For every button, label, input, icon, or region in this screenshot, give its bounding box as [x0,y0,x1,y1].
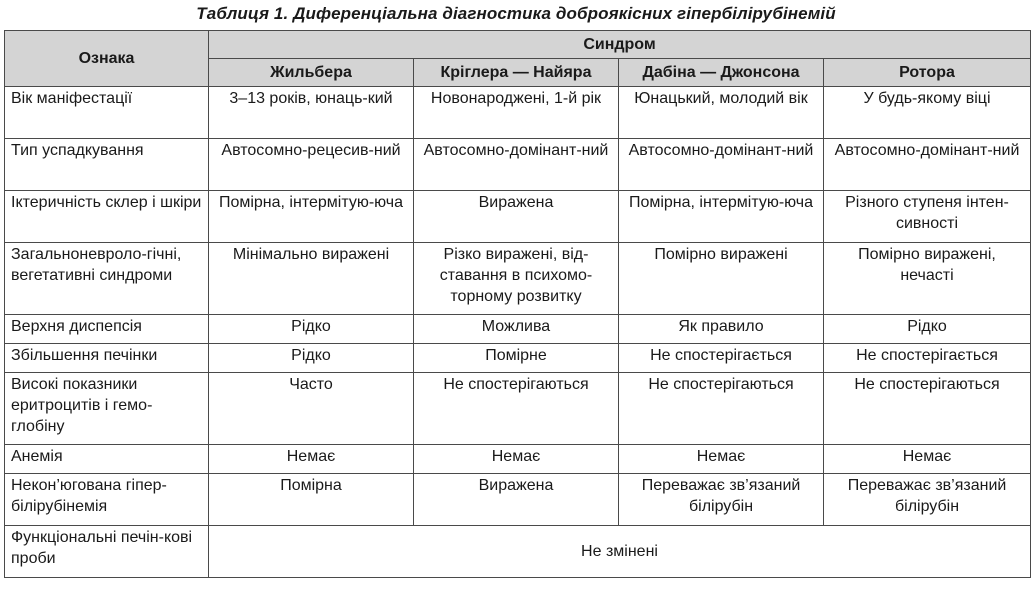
row-cell: Різного ступеня інтен-сивності [824,191,1031,243]
header-col-gilbert: Жильбера [209,59,414,87]
header-syndrome: Синдром [209,31,1031,59]
row-cell: Можлива [414,315,619,344]
row-cell: Немає [824,445,1031,474]
row-cell: Не спостерігається [619,344,824,373]
row-cell: Немає [619,445,824,474]
table-row [5,243,1031,315]
row-feature: Верхня диспепсія [5,315,209,344]
row-cell: Не спостерігаються [824,373,1031,445]
table-row [5,344,1031,373]
table-row [5,445,1031,474]
table-caption: Таблиця 1. Диференціальна діагностика доброякісних гіпербілірубінемій [196,4,836,23]
header-col-rotor: Ротора [824,59,1031,87]
row-feature: Іктеричність склер і шкіри [5,191,209,243]
row-feature: Загальноневроло-гічні, вегетативні синдроми [5,243,209,315]
row-cell: Новонароджені, 1-й рік [414,87,619,139]
row-cell: Помірна, інтермітую-юча [619,191,824,243]
row-cell: Рідко [824,315,1031,344]
row-cell: Різко виражені, від-ставання в психомо-торному розвитку [414,243,619,315]
table-row [5,315,1031,344]
header-sign: Ознака [5,31,209,87]
row-cell: Автосомно-домінант-ний [619,139,824,191]
row-feature: Збільшення печінки [5,344,209,373]
row-feature: Функціональні печін-кові проби [5,526,209,578]
row-cell: Часто [209,373,414,445]
row-cell: Помірно виражені [619,243,824,315]
table-row [5,191,1031,243]
row-cell: Переважає зв’язаний білірубін [619,474,824,526]
row-feature: Некон’югована гіпер-білірубінемія [5,474,209,526]
row-feature: Тип успадкування [5,139,209,191]
row-cell: Мінімально виражені [209,243,414,315]
row-cell: Помірне [414,344,619,373]
row-cell: Автосомно-рецесив-ний [209,139,414,191]
row-cell: Не спостерігається [824,344,1031,373]
row-cell-merged: Не змінені [209,526,1031,578]
diagnosis-table [4,30,1031,578]
table-row [5,526,1031,578]
header-col-dubin-johnson: Дабіна — Джонсона [619,59,824,87]
row-cell: 3–13 років, юнаць-кий [209,87,414,139]
row-cell: Як правило [619,315,824,344]
table-row [5,373,1031,445]
row-cell: У будь-якому віці [824,87,1031,139]
row-cell: Виражена [414,191,619,243]
row-feature: Вік маніфестації [5,87,209,139]
header-col-crigler-najjar: Кріглера — Найяра [414,59,619,87]
row-feature: Високі показники еритроцитів і гемо-глобіну [5,373,209,445]
row-cell: Не спостерігаються [619,373,824,445]
row-cell: Виражена [414,474,619,526]
table-row [5,474,1031,526]
row-cell: Немає [209,445,414,474]
row-cell: Помірно виражені, нечасті [824,243,1031,315]
row-cell: Рідко [209,344,414,373]
row-cell: Рідко [209,315,414,344]
row-cell: Переважає зв’язаний білірубін [824,474,1031,526]
row-cell: Автосомно-домінант-ний [824,139,1031,191]
table-row [5,87,1031,139]
row-cell: Не спостерігаються [414,373,619,445]
row-feature: Анемія [5,445,209,474]
row-cell: Автосомно-домінант-ний [414,139,619,191]
row-cell: Юнацький, молодий вік [619,87,824,139]
row-cell: Немає [414,445,619,474]
row-cell: Помірна [209,474,414,526]
table-row [5,139,1031,191]
row-cell: Помірна, інтермітую-юча [209,191,414,243]
